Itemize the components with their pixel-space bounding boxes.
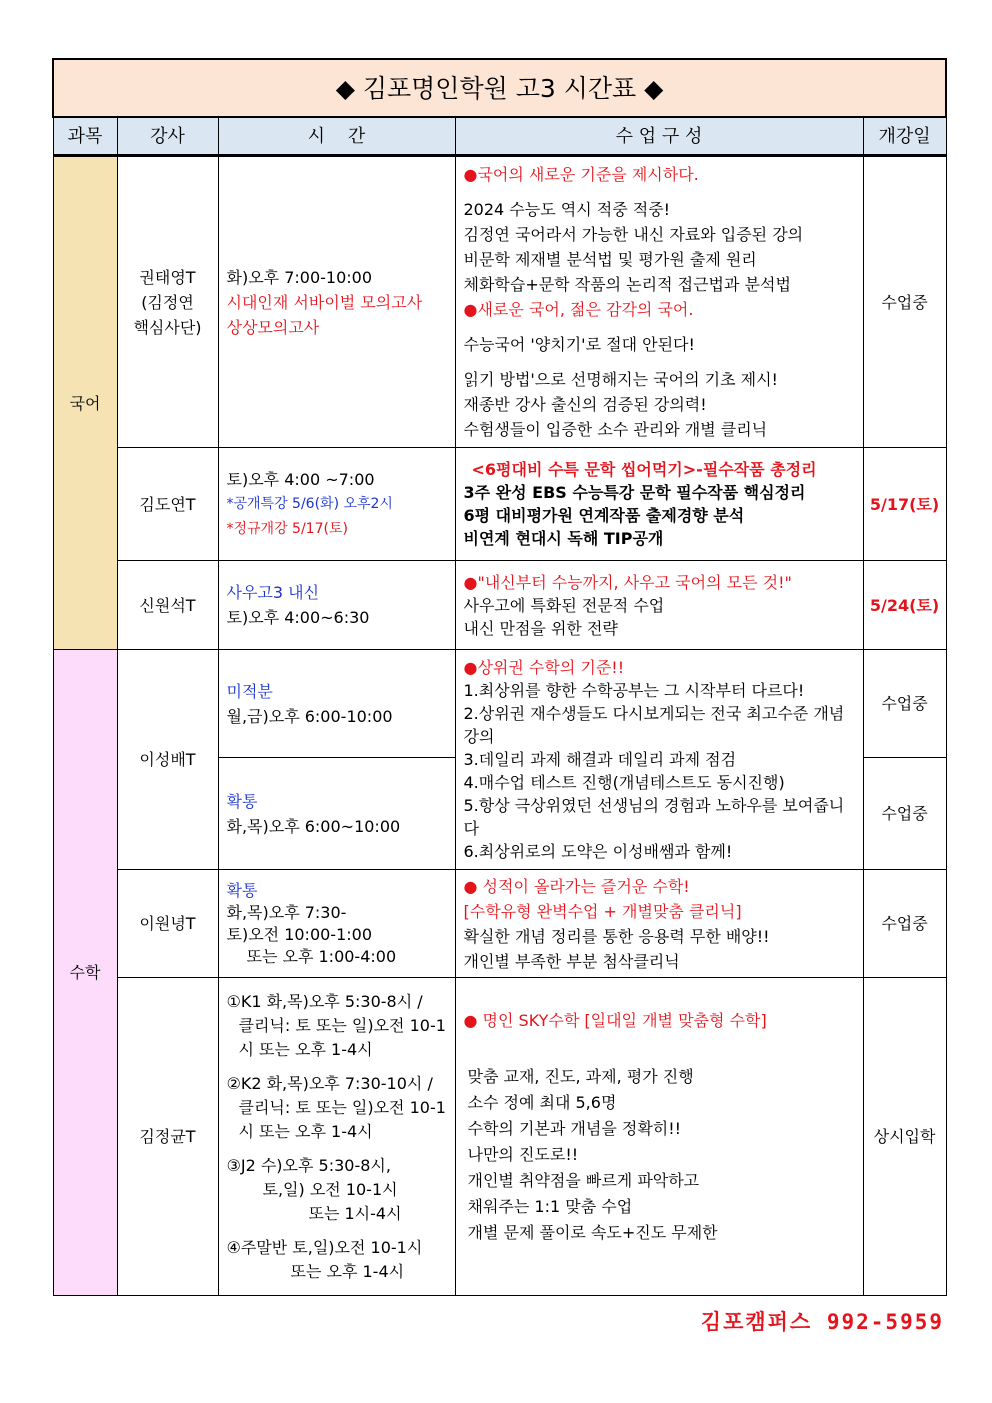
content-cell	[455, 870, 863, 978]
time-line: 화)오후 7:00-10:00	[226, 267, 373, 287]
time-line: 토)오후 4:00~6:30	[226, 608, 370, 627]
subject-math: 수학	[53, 650, 117, 1296]
content-line: 3.데일리 과제 해결과 데일리 과제 점검	[463, 750, 737, 769]
content-line: 읽기 방법'으로 선명해지는 국어의 기초 제시!	[463, 370, 778, 389]
time-line: ④주말반 토,일)오전 10-1시	[226, 1237, 423, 1257]
time-line: 월,금)오후 6:00-10:00	[226, 706, 393, 726]
content-line: 수능국어 '양치기'로 절대 안된다!	[463, 335, 695, 354]
content-line: 재종반 강사 출신의 검증된 강의력!	[463, 395, 707, 414]
time-line: 시대인재 서바이벌 모의고사	[226, 292, 423, 312]
content-line: 채워주는 1:1 맞춤 수업	[467, 1197, 633, 1216]
content-line: 비연계 현대시 독해 TIP공개	[463, 529, 664, 548]
content-line: 사우고에 특화된 전문적 수업	[463, 595, 665, 615]
content-cell	[455, 650, 863, 870]
time-line: ③J2 수)오후 5:30-8시,	[226, 1155, 391, 1175]
content-line: ●국어의 새로운 기준을 제시하다.	[463, 165, 699, 184]
content-line: <6평대비 수특 문학 씹어먹기>-필수작품 총정리	[471, 460, 817, 479]
header-row	[53, 117, 946, 156]
teacher-name: 이원녕T	[117, 870, 218, 978]
content-line: ●새로운 국어, 젊은 감각의 국어.	[463, 300, 694, 319]
content-cell	[455, 156, 863, 448]
content-line: 2.상위권 재수생들도 다시보게되는 전국 최고수준 개념강의	[463, 704, 845, 746]
start-date: 수업중	[863, 650, 946, 758]
content-line: ●상위권 수학의 기준!!	[463, 658, 625, 677]
content-line: ● 명인 SKY수학 [일대일 개별 맞춤형 수학]	[463, 1011, 767, 1030]
header-content: 수 업 구 성	[455, 117, 863, 156]
time-line: 토,일) 오전 10-1시	[262, 1179, 398, 1199]
time-line: 화,목)오후 6:00~10:00	[226, 816, 401, 836]
start-date: 수업중	[863, 156, 946, 448]
content-line: 소수 정예 최대 5,6명	[467, 1093, 617, 1112]
time-line: 또는 오후 1:00-4:00	[246, 946, 397, 966]
content-line: 개별 문제 풀이로 속도+진도 무제한	[467, 1223, 718, 1242]
content-cell	[455, 978, 863, 1296]
time-cell	[218, 758, 455, 870]
teacher-cell	[117, 156, 218, 448]
content-line: 6.최상위로의 도약은 이성배쌤과 함께!	[463, 842, 733, 861]
content-cell	[455, 561, 863, 650]
time-cell	[218, 448, 455, 561]
content-line: 4.매수업 테스트 진행(개념테스트도 동시진행)	[463, 773, 785, 792]
time-line: 확통	[226, 880, 258, 900]
content-line: ● 성적이 올라가는 즐거운 수학!	[463, 876, 690, 896]
page-title: ◆ 김포명인학원 고3 시간표 ◆	[53, 59, 946, 117]
content-line: 수학의 기본과 개념을 정확히!!	[467, 1119, 682, 1138]
content-line: 5.항상 극상위였던 선생님의 경험과 노하우를 보여줍니다	[463, 796, 845, 838]
content-line: 수험생들이 입증한 소수 관리와 개별 클리닉	[463, 420, 768, 439]
content-line: 확실한 개념 정리를 통한 응용력 무한 배양!!	[463, 926, 770, 946]
content-line: 1.최상위를 향한 수학공부는 그 시작부터 다르다!	[463, 681, 805, 700]
content-line: 나만의 진도로!!	[467, 1145, 579, 1164]
time-cell	[218, 156, 455, 448]
header-subject: 과목	[53, 117, 117, 156]
content-line: 2024 수능도 역시 적중 적중!	[463, 200, 671, 219]
time-line: ②K2 화,목)오후 7:30-10시 /	[226, 1073, 433, 1093]
time-line: ①K1 화,목)오후 5:30-8시 /	[226, 991, 423, 1011]
content-line: 개인별 부족한 부분 첨삭클리닉	[463, 951, 680, 971]
time-line: 클리닉: 토 또는 일)오전 10-1시 또는 오후 1-4시	[238, 1015, 446, 1059]
subject-korean: 국어	[53, 156, 117, 650]
time-line: 화,목)오후 7:30-	[226, 902, 347, 922]
start-date: 상시입학	[863, 978, 946, 1296]
start-date: 5/24(토)	[863, 561, 946, 650]
time-cell	[218, 650, 455, 758]
start-date: 수업중	[863, 870, 946, 978]
content-line: 체화학습+문학 작품의 논리적 접근법과 분석법	[463, 275, 791, 294]
time-cell	[218, 978, 455, 1296]
content-line: [수학유형 완벽수업 + 개별맞춤 클리닉]	[463, 901, 742, 921]
teacher-name: 신원석T	[117, 561, 218, 650]
time-cell	[218, 870, 455, 978]
content-line: 6평 대비평가원 연계작품 출제경향 분석	[463, 506, 745, 525]
start-date: 5/17(토)	[863, 448, 946, 561]
header-teacher: 강사	[117, 117, 218, 156]
teacher-name: 김도연T	[117, 448, 218, 561]
content-line: 비문학 제재별 분석법 및 평가원 출제 원리	[463, 250, 757, 269]
teacher-name: 이성배T	[117, 650, 218, 870]
header-time: 시 간	[218, 117, 455, 156]
teacher-note: (김정연	[141, 292, 194, 312]
content-cell	[455, 448, 863, 561]
time-line: 사우고3 내신	[226, 583, 320, 602]
time-line: *정규개강 5/17(토)	[226, 520, 348, 537]
teacher-note: 핵심사단)	[133, 317, 202, 337]
time-line: *공개특강 5/6(화) 오후2시	[226, 495, 393, 512]
teacher-name: 권태영T	[139, 267, 196, 287]
content-line: 맞춤 교재, 진도, 과제, 평가 진행	[467, 1067, 694, 1086]
time-line: 또는 오후 1-4시	[290, 1261, 405, 1281]
time-line: 클리닉: 토 또는 일)오전 10-1시 또는 오후 1-4시	[238, 1097, 446, 1141]
campus-phone: 김포캠퍼스 992-5959	[700, 1310, 944, 1334]
teacher-name: 김정균T	[117, 978, 218, 1296]
content-line: 김정연 국어라서 가능한 내신 자료와 입증된 강의	[463, 225, 804, 244]
time-line: 또는 1시-4시	[308, 1203, 402, 1223]
time-line: 미적분	[226, 681, 273, 701]
content-line: 개인별 취약점을 빠르게 파악하고	[467, 1171, 700, 1190]
content-line: ●"내신부터 수능까지, 사우고 국어의 모든 것!"	[463, 572, 792, 592]
start-date: 수업중	[863, 758, 946, 870]
header-start: 개강일	[863, 117, 946, 156]
timetable	[52, 58, 947, 1296]
time-cell	[218, 561, 455, 650]
time-line: 확통	[226, 791, 258, 811]
time-line: 토)오후 4:00 ~7:00	[226, 469, 375, 489]
time-line: 상상모의고사	[226, 317, 320, 337]
content-line: 3주 완성 EBS 수능특강 문학 필수작품 핵심정리	[463, 483, 806, 502]
time-line: 토)오전 10:00-1:00	[226, 924, 373, 944]
content-line: 내신 만점을 위한 전략	[463, 618, 618, 638]
